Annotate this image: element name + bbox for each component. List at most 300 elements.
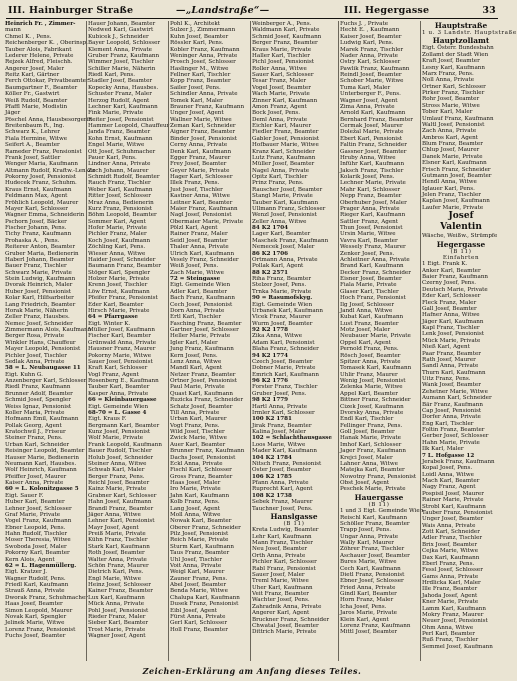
entry-line: Gross Franz, Beamter [170,473,233,480]
house-number-line: 102 = Schlachthausgasse [252,435,332,442]
entry-line: Aigner Franz, Beamter [170,129,236,136]
entry-line: Schwab Karl, Maler [88,467,145,474]
entry-line: Lehr Karl, Kaufmann [252,533,312,540]
entry-line: Just Josef, Tischler [170,186,223,193]
column-1 [5,21,95,661]
entry-line: Reindl Josef, Beamter [340,72,402,78]
entry-line: Wally Karl, Maurer [340,540,394,546]
entry-line: Pokorny Josef, Pensionist [5,174,77,180]
entry-line: Kern Josef, Pens. [170,352,218,359]
entry-line: Inführ Karl, Kaufmann [340,161,405,168]
entry-line: Bach Franz, Kaufmann [170,295,235,302]
entry-line: Pfaffl Marie, Modistin [5,103,68,110]
entry-line: Kranz Karl, Schneider [252,148,315,155]
entry-line: Lechner Marie, Private [340,180,406,187]
entry-line: Brunner Adolf, Beamter [5,390,73,397]
entry-line: Wank Josef, Beamter [422,382,481,389]
entry-line: Orth Anna, Private [252,552,306,559]
entry-line: Auer Karl, Beamter [170,441,226,448]
header-right-street: III. Hegergasse [344,5,430,16]
entry-line: Zott Karl, Schneider [422,529,480,535]
house-number-line: 86 K2 1706 [252,250,289,257]
header-left-street: III. Hainburger Straße [8,5,134,16]
entry-line: Müller Josef, Kaufmann [88,327,155,333]
entry-line: Kubat Karl, Kaufmann [340,314,404,321]
entry-line: Jäger Karl, Kaufmann [422,318,484,325]
entry-line: Steiner Franz, Pens. [5,435,63,442]
entry-line: Oppel Karl, Agent [340,339,391,346]
entry-line: Heller Marie, Private [170,333,231,340]
entry-line: Kuhn Josef, Beamter [170,33,229,40]
entry-line: Koller Maria, Private [5,409,65,416]
entry-line: Stadler Josef, Beamter [88,78,153,85]
entry-line: Benda Marie, Witwe [170,588,228,595]
entry-line: Schöller Franz, Beamter [340,520,410,527]
entry-line: Rath Josef, Maurer [422,356,476,363]
entry-line: Dax Karl, Kaufmann [422,554,480,561]
entry-line: Uhlir Franz, Maurer [340,371,398,378]
entry-line: Aschauer Josef, Beamter [340,552,410,559]
entry-line: Lamm Karl, Kaufmann [422,605,487,612]
entry-line: Lederer Helene, Private [5,52,74,59]
entry-line: Stöger Karl, Spengler [88,269,151,276]
entry-line: Obermaier Marie, Private [170,218,244,225]
entry-line: Aumann Karl, Schneider [422,395,492,402]
entry-line: Holub Josef, Schneider [88,454,154,461]
entry-line: Köller Fr., Gastwirt [5,91,60,98]
entry-line: Gruber Franz, Kaufmann [88,52,160,59]
entry-line: Ruß Franz, Tischler [422,637,479,644]
entry-line: Mokry Franz, Maurer [422,611,484,618]
entry-line: Lager Karl, Beamter [252,231,311,238]
entry-line: Hrdlicka Karl, Maler [422,580,481,586]
entry-line: Unger Josef, Beamter [422,516,484,523]
entry-line: Ortner Karl, Schlosser [422,83,486,90]
entry-line: Swoboda Josef, Maler [5,543,67,550]
entry-line: Rauscher Josef, Beamter [252,186,323,193]
entry-line: Bayer Leopold, Schlosser [88,40,161,47]
entry-line: Hudecek Franz, Schuhm. [5,180,77,187]
entry-line: Chalupa Karl, Kaufmann [170,594,240,601]
entry-line: Lang Josef, Agent [170,505,221,512]
entry-line: Urbanek Karl, Kaufmann [252,307,323,314]
entry-line: Angerer Karl, Agent [252,610,310,617]
house-number-line: 84 K2 1704 [252,225,289,231]
entry-line: Hofmann Emil, Kaufmann [5,416,79,423]
entry-line: Fellinger Franz, Pens. [340,422,403,429]
house-number-line: 72 = Steingasse [170,276,221,282]
entry-line: Moser Theresia, Witwe [5,537,71,544]
entry-line: Prosch Josef, Schlosser [170,59,236,66]
entry-line: Fried Anna, Private [340,584,396,591]
entry-line: Kaiser Anna, Private [5,480,64,486]
entry-line: Kopp Franz, Beamter [170,78,231,85]
entry-line: Pölzl Karl, Agent [170,225,218,231]
entry-line: Lang Friedrich, Beamter [5,301,76,308]
entry-line: Imhof Karl, Schlosser [340,441,402,448]
entry-line: Zeller Franz, Hausbes. [5,314,70,321]
entry-line: Elsner Karl, Kaufmann [422,160,487,167]
entry-line: Nagel Anna, Private [252,167,310,174]
street-subheading: (B 11) [450,248,472,255]
entry-line: Cech Karl, Kaufmann [340,565,401,572]
entry-line: Maschek Franz, Kaufmann [252,237,329,244]
entry-line: Jaros Marie, Private [340,610,397,617]
entry-line: Till Anna, Private [170,409,220,416]
entry-line: Sattler Franz, Agent [340,218,398,225]
entry-line: Schmid Josef, Spengler [5,397,71,404]
entry-line: Zauner Franz, Pens. [170,575,228,582]
entry-line: Nowotny Franz, Pensionist [340,473,417,480]
house-number-line: 104 K2 1784 [252,454,292,461]
street-heading: Hegergasse [436,239,486,249]
entry-line: Rosenberg E., Kaufmann [88,378,159,384]
entry-line: Hahn Josef, Kaufmann [88,499,152,506]
entry-line: Jahn Karl, Kaufmann [170,492,230,499]
entry-line: Kern Alois, Agent [5,556,55,563]
entry-line: Iglauer Karl, Pens. [422,185,475,192]
entry-line: Lorenz Franz, Kaufmann [340,622,411,629]
entry-line: Rössler Karl, Pens. [170,40,224,47]
entry-line: Wenzl Josef, Pensionist [252,212,317,219]
entry-line: Goll Josef, Beamter [340,429,395,435]
entry-line: Jäger Anna, Witwe [88,511,141,518]
entry-line: Lust Franz, Beamter [340,320,399,327]
entry-line: Rauch Franz, Tischler [88,180,151,187]
entry-line: Lehner Josef, Schlosser [5,505,72,512]
house-number-line: 60 = L. Kolonitzgasse 5 [5,486,79,493]
entry-line: Kopecky Anna, Hausbes. [88,84,159,91]
entry-line: Rösch Josef, Beamter [340,352,401,359]
entry-line: Weigl Karl, Maurer [170,569,225,576]
entry-line: Nieß Karl, Agent [422,344,470,351]
entry-line: Eigt. Gemeinde Wien [252,301,313,308]
entry-line: Zöhrer Franz, Tischler [340,546,405,553]
entry-line: Zimmermann Alois, Kaufmann [5,327,92,333]
entry-line: Wild Josef, Tischler [170,429,225,435]
entry-line: Zeman Karl, Schneider [170,123,236,129]
entry-line: Chwatal Josef, Beamter [252,622,319,629]
entry-line: Reischl Karl, Kaufmann [340,514,408,521]
entry-line: Hecht E. , Kaufmann [340,27,400,34]
house-number-line: 96 K2 1776 [252,378,289,384]
entry-line: Illek Franz, Pens. [170,180,220,187]
entry-line: Umlauf Franz, Kaufmann [422,115,494,122]
entry-line: Pawlik Franz, Kaufmann [340,65,410,72]
entry-line: Cech Josef, Pensionist [170,301,233,308]
entry-line: Ursin Marie, Witwe [340,231,396,238]
entry-line: Jahoda Josef, Agent [422,592,478,599]
house-number-line: 108 K2 1738 [252,492,292,499]
entry-line: Hendl Anna, Witwe [422,179,477,186]
entry-line: Kolar Karl, Hilfsarbeiter [5,295,74,302]
house-number-line: 100 K2 1781 [252,416,292,423]
entry-line: Moll Anna, Witwe [170,511,221,518]
entry-line: Pohl Josef, Pensionist [88,607,149,614]
entry-line: Tauber Franz, Pensionist [422,509,493,516]
entry-line: Grünwald Anna, Private [88,339,157,346]
entry-line: Breitenbaum R., Ing. [5,123,65,129]
entry-line: Vogt Franz, Pens. [170,422,220,429]
entry-line: Neubauer Marie, Private [340,333,411,340]
entry-line: Bittner Franz, Schneider [340,397,411,404]
entry-line: Lenk Josef, Pensionist [422,331,484,338]
street-subheading: Einfahrten [442,254,480,261]
entry-line: Pollak Karl, Agent [252,263,304,270]
entry-line: Ott Josef, Schuhmacher [88,148,156,155]
entry-line: Fiedler Franz, Beamter [252,129,319,136]
entry-line: Gassner Josef, Beamter [340,148,407,155]
entry-line: Hauser Marie, Bedienerin [5,454,79,461]
entry-line: Berger Franz, Pens. [88,473,145,480]
entry-line: Rainer Franz, Maler [170,231,228,238]
entry-line: Pichl Josef, Pensionist [252,59,315,66]
entry-line: Pernold Franz, Pens. [340,346,399,353]
entry-line: Thurn Karl, Kaufmann [422,369,486,376]
entry-line: Appel Karl, Beamter [340,390,398,397]
entry-line: Opitz Karl, Tischler [252,174,308,180]
entry-line: Faltin Franz, Schneider [340,142,407,149]
entry-line: Löw Ernst, Kaufmann [88,288,150,295]
entry-line: Lindner Anna, Private [88,161,151,168]
street-subheading: 1 u. 3 Landstr. Hauptstraße [422,30,517,36]
entry-line: Stangl Marie, Private [252,193,313,200]
entry-line: Stein Ludwig, Kaufmann [5,276,76,282]
house-number-line: 66 = Kleinbauergasse [88,397,157,404]
entry-line: Pilz Josef, Pensionist [170,531,229,537]
entry-line: Ferch Ottokar, Privatbeamter [5,78,89,85]
entry-line: Sailer Josef, Pens. [170,84,221,91]
entry-line: Wagner Josef, Agent [88,633,146,639]
entry-line: Rieger Karl, Kaufmann [340,212,406,219]
entry-line: Wieser Anna, Witwe [88,250,146,257]
house-number-line: 68-70 = L. Gasse 4 [88,409,147,416]
entry-line: Klement Anna, Private [88,46,152,53]
entry-line: Reich Marie, Private [170,537,229,544]
entry-line: Bauer Franz, Tischler [5,263,67,270]
entry-line: Lechner Karl, Kaufmann [88,103,158,110]
entry-line: Arnold Karl, Kaufmann [340,110,406,117]
entry-line: Graf Marie, Private [5,511,60,518]
entry-line: Trost Marie, Private [88,626,146,633]
entry-line: Holl Franz, Beamter [170,626,228,633]
house-number-line: 94 K2 1774 [252,352,289,359]
entry-line: Eigt. Kratzer J. [5,569,47,576]
entry-line: Tauber Karl, Kaufmann [252,199,319,206]
street-heading: Hanslgasse [270,511,318,521]
entry-line: Eigt. Gemeinde Wien [88,403,149,410]
entry-line: Koch Josef, Kaufmann [88,237,151,244]
entry-line: Eigt. Winter K. [88,320,131,327]
entry-line: Ertl Karl, Tischler [170,314,222,321]
entry-line: Deml Anna, Private [252,116,308,123]
entry-line: Kalina Josef, Maler [252,429,306,435]
entry-line: Seifert A., Beamter [5,142,60,149]
entry-line: Fischer Johann, Pens. [5,225,67,231]
column-divider [420,21,421,661]
entry-line: Mayr Josef, Agent [88,524,139,531]
column-divider [250,21,251,661]
entry-line: Lux Karl, Kaufmann [88,594,145,601]
entry-line: Tauchner Josef, Pens. [252,505,313,512]
entry-line: Wagner Rudolf, Pens. [5,575,66,582]
entry-line: Mader Karl, Kaufmann [252,448,317,455]
house-number-line: Heinrich Fr. , Zimmer- [5,21,76,27]
entry-line: Unger Josef, Agent [170,110,224,117]
entry-line: Jager Franz, Kaufmann [340,448,406,455]
entry-line: Wenig Josef, Pensionist [340,378,406,384]
entry-line: Jaksch Franz, Tischler [340,167,404,174]
entry-line: Baumann Franz, Beamter [88,263,161,270]
entry-line: Bergmann Karl, Beamter [88,422,160,429]
entry-line: Kraft Karl, Schlosser [88,365,148,372]
entry-line: Hofbauer Marie, Witwe [252,142,319,149]
entry-line: Maier Franz, Kaufmann [170,205,238,212]
entry-line: Wagner Emma, Schneiderin [5,212,85,219]
entry-line: Berger Franz, Beamter [252,40,318,47]
column-5 [340,21,424,661]
entry-line: Sommer Karl, Agent [88,218,146,225]
entry-line: Zelenka Marie, Witwe [340,384,403,391]
page-footer: Zeichen-Erklärung am Anfang dieses Teiles. [142,666,362,676]
entry-line: Wenger Maria, Kaufmann [5,161,78,168]
entry-line: Angerer Josef, Maler [5,65,65,72]
entry-line: Pokorny Karl, Beamter [5,550,70,557]
entry-line: Eng Karl, Tischler [422,420,474,427]
entry-line: Cejka Marie, Witwe [422,548,479,555]
house-number-line: 106 K2 1785 [252,473,292,480]
entry-line: Ruprecht Karl, Agent [252,486,313,493]
entry-line: Horak Marie, Näherin [5,307,69,314]
house-number-line: 64 = Pfarrgasse [88,314,138,321]
entry-line: Tauber Alois, Fabrikant [5,46,72,53]
entry-line: Wallner Marie, Witwe [170,116,232,123]
entry-line: Vesely Franz, Schneider [170,256,239,263]
entry-line: Wessely Franz, Maurer [340,244,406,251]
entry-line: Nader Anna, Private [340,52,398,59]
entry-line: Dusek Franz, Pensionist [170,601,239,608]
entry-line: Dachs Josef, Pensionist [170,454,236,461]
house-number-line: 98 K2 1779 [252,397,289,404]
entry-line: Marx Franz, Pens. [422,70,474,77]
entry-line: Spitzer Anna, Private [340,358,401,365]
entry-line: Eigt. Kraus F. [88,416,127,423]
entry-line: Prinz Franz, Pens. [252,180,304,187]
entry-line: Winkler Hans, Chauffeur [5,339,76,346]
entry-line: Haider Josef, Schneider [88,256,156,263]
entry-line: Mayer Karl, Schlosser [5,205,68,212]
entry-line: Riedl Franz, Kaufmann [5,384,71,391]
entry-line: Zach Anna, Private [422,128,477,135]
entry-line: Weninger Anna, Private [170,52,238,59]
entry-line: Haslinger M., Witwe [170,65,229,72]
entry-line: Brix Josef, Beamter [422,541,478,548]
entry-line: Anzenberger Karl, Schlosser [5,378,87,384]
entry-line: Riedl Karl, Pens. [88,72,136,78]
entry-line: Zach Johann, Maurer [88,167,149,174]
entry-line: Kainer Franz, Beamter [88,588,153,595]
entry-line: Ilg Josef, Schlosser [340,301,395,308]
entry-line: Weiss Ignaz, Pensionist [5,403,72,410]
entry-line: Fessl Josef, Schlosser [422,567,483,574]
entry-line: Obst Josef, Agent [340,480,390,486]
entry-line: Jerabek Franz, Kaufmann [422,458,495,465]
entry-line: Binder Josef, Pensionist [170,135,238,142]
entry-line: Uhl Josef, Tischler [170,556,223,563]
entry-line: Hruby Anna, Witwe [340,154,396,161]
entry-line: Forster Franz, Tischler [252,384,318,391]
entry-line: Jirak Franz, Beamter [252,422,312,429]
entry-line: Wais Anna, Private [422,522,476,529]
entry-line: Reiterer Anton, Beamter [5,244,76,251]
entry-line: Blaha Franz, Schneider [252,346,319,353]
entry-line: Vavra Karl, Beamter [340,237,398,244]
entry-line: Ortner Josef, Pensionist [170,378,238,384]
entry-line: Cizek Josef, Kaufmann [340,403,404,410]
entry-line: Eigt. Sauer F. [5,492,44,499]
entry-line: Fürst Anna, Private [170,613,226,620]
entry-line: Rieder Franz, Maler [88,613,146,620]
entry-line: Foltin Franz, Beamter [422,427,485,433]
entry-line: Wimmer Josef, Tischler [88,59,154,66]
entry-line: Laufer Marie, Private [422,204,484,211]
entry-line: Huber Josef, Pensionist [5,288,72,295]
entry-line: Blum Franz, Beamter [422,141,483,147]
entry-line: Pirker Franz, Tischler [422,90,485,96]
column-2 [88,21,170,661]
entry-line: Tauber Karl, Beamter [88,384,150,391]
entry-line: Pospisil Josef, Maurer [422,490,484,497]
entry-line: Pfeifer Franz, Pensionist [88,295,158,302]
entry-line: Mahr Karl, Schlosser [340,186,401,193]
entry-line: Fiala Marie, Private [340,282,397,289]
entry-line: Schwarz K., Lehrer [5,129,60,136]
entry-line: Kühn Franz, Tischler [88,537,148,544]
entry-line: Endl Karl, Tischler [340,416,394,423]
entry-line: Haas Josef, Maler [170,480,221,486]
entry-line: Roller Anna, Witwe [252,65,307,72]
entry-line: Oberer Franz, Schneider [170,524,241,531]
entry-line: Brand Karl, Kaufmann [340,263,404,270]
entry-line: Seidl Josef, Beamter [170,237,228,244]
entry-line: Zahradnik Anna, Private [252,603,322,610]
entry-line: Gabler Josef, Pensionist [252,135,320,142]
advertisement-text: Josef [448,211,474,222]
entry-line: Haberl Johann, Beamter [5,256,74,263]
entry-line: Prager Anna, Private [340,205,400,212]
entry-line: Dobner Marie, Private [252,365,316,372]
entry-line: Veit Franz, Beamter [252,591,309,597]
entry-line: Gall Josef, Beamter [422,305,477,312]
entry-line: Wachter Josef, Pens. [252,597,310,604]
entry-line: Eisner Josef, Beamter [340,276,402,282]
column-divider [86,21,87,661]
entry-line: Decker Franz, Schneider [340,269,411,276]
entry-line: Matejka Karl, Beamter [340,467,405,474]
entry-line: Taus Franz, Beamter [170,550,230,557]
entry-line: Novak Karl, Spengler [5,613,67,620]
entry-line: Dvorsky Anna, Private [340,409,404,416]
entry-line: Amon Franz, Agent [252,103,307,110]
entry-line: Dworak Franz, Schuhmacher [5,594,88,601]
entry-line: Kasper Anna, Private [88,390,149,397]
entry-line: Zöchling Karl, Pens. [88,244,146,251]
entry-line: Zehetner Marie, Witwe [422,388,488,395]
entry-line: Adler Karl, Beamter [170,288,227,295]
entry-line: Tomasek Karl, Kaufmann [340,365,412,372]
entry-line: Adler Franz, Tischler [422,535,483,542]
entry-line: Jung Franz, Kaufmann [170,346,234,353]
